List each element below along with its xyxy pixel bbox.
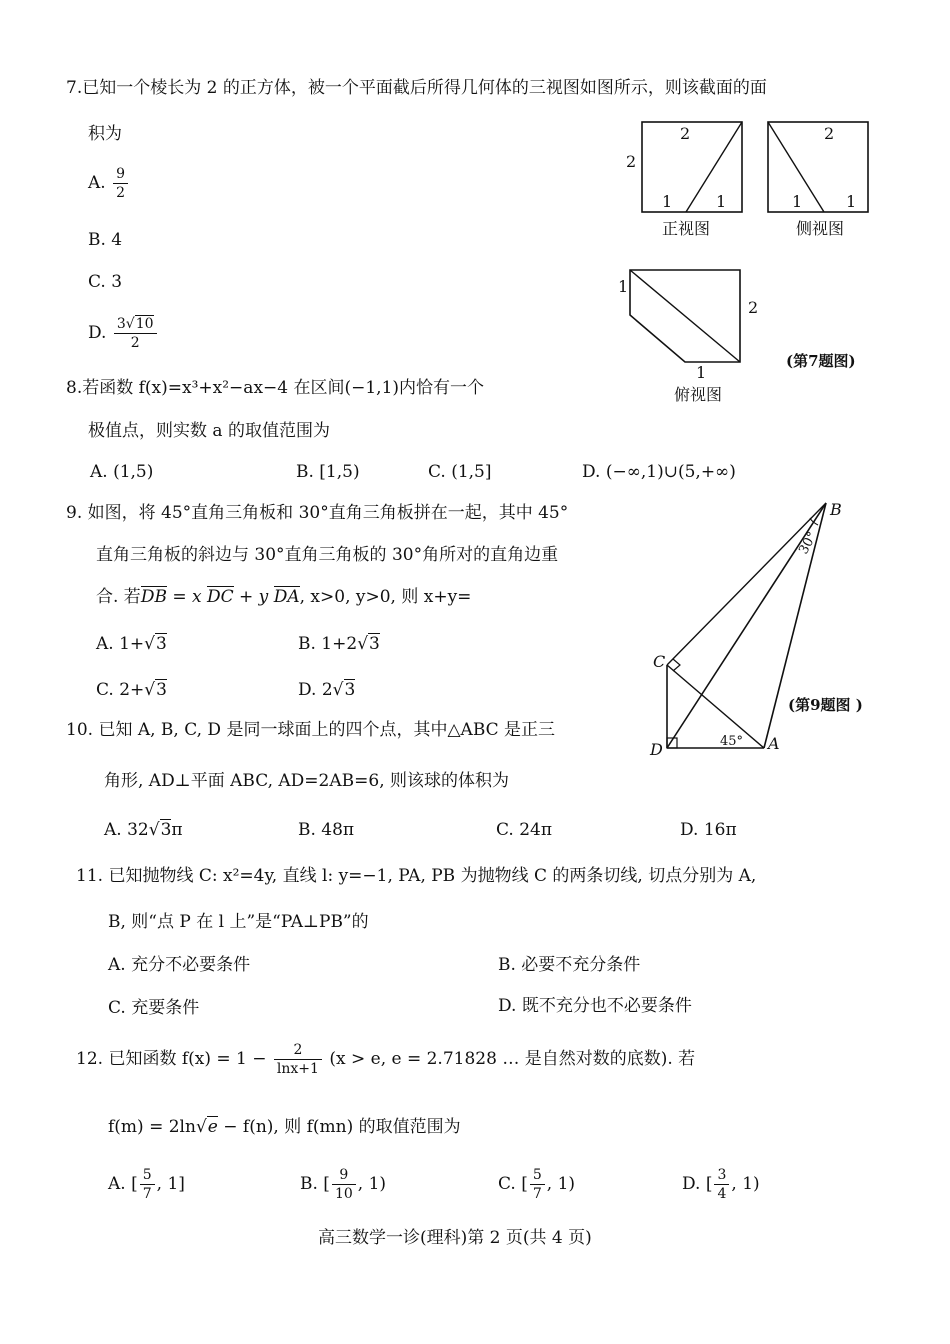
q7-figure-label: (第7题图)	[786, 352, 856, 370]
q11-option-d: D. 既不充分也不必要条件	[498, 996, 692, 1016]
q12-stem-cont: f(m) = 2ln√e − f(n), 则 f(mn) 的取值范围为	[108, 1117, 461, 1137]
edge-CA	[667, 665, 764, 748]
top-view-right-label: 2	[748, 298, 759, 317]
top-view-diagonal	[630, 270, 740, 362]
front-view-top-label: 2	[680, 124, 691, 143]
q10-stem-cont: 角形, AD⊥平面 ABC, AD=2AB=6, 则该球的体积为	[104, 771, 510, 791]
q8-option-b: B. [1,5)	[296, 462, 360, 482]
vertex-label-D: D	[650, 740, 663, 759]
q12-option-a: A. [ $\frac{5}{7}$ , 1]	[108, 1167, 185, 1202]
q11-option-a: A. 充分不必要条件	[108, 955, 251, 975]
q11-stem-cont: B, 则“点 P 在 l 上”是“PA⊥PB”的	[108, 912, 369, 932]
q7-option-b: B. 4	[88, 230, 123, 250]
q11-option-b: B. 必要不充分条件	[498, 955, 641, 975]
q10-stem: 10. 已知 A, B, C, D 是同一球面上的四个点，其中△ABC 是正三	[66, 720, 556, 740]
q8-option-a: A. (1,5)	[90, 462, 154, 482]
front-view-bl-label: 1	[662, 192, 673, 211]
q10-option-a: A. 32√3π	[104, 820, 183, 840]
q12-stem: 12. 已知函数 f(x) = 1 − $\frac{2}{\ln x+1}$ (x > e, e = 2.71828 … 是自然对数的底数). 若	[76, 1042, 696, 1077]
q9-stem-cont: 直角三角板的斜边与 30°直角三角板的 30°角所对的直角边重	[96, 545, 559, 565]
q11-stem: 11. 已知抛物线 C: x²=4y, 直线 l: y=−1, PA, PB 为抛物线 C 的两条切线, 切点分别为 A,	[76, 866, 757, 886]
q9-option-c: C. 2+√3	[96, 680, 167, 700]
q8-option-d: D. (−∞,1)∪(5,+∞)	[582, 462, 736, 482]
top-view-left-label: 1	[618, 277, 629, 296]
front-view-caption: 正视图	[662, 219, 711, 238]
top-view-caption: 俯视图	[674, 385, 723, 404]
front-view-square	[642, 122, 742, 212]
q7-stem: 7.已知一个棱长为 2 的正方体，被一个平面截后所得几何体的三视图如图所示，则该截面的面	[66, 78, 767, 98]
q11-option-c: C. 充要条件	[108, 998, 200, 1018]
q10-option-b: B. 48π	[298, 820, 355, 840]
q7-stem-cont: 积为	[88, 124, 122, 144]
q9-option-a: A. 1+√3	[96, 634, 167, 654]
side-view-caption: 侧视图	[796, 219, 845, 238]
front-view-left-label: 2	[626, 152, 637, 171]
q8-stem-cont: 极值点，则实数 a 的取值范围为	[88, 421, 330, 441]
vertex-label-C: C	[653, 652, 666, 671]
q8-option-c: C. (1,5]	[428, 462, 492, 482]
q9-stem: 9. 如图，将 45°直角三角板和 30°直角三角板拼在一起，其中 45°	[66, 503, 569, 523]
vertex-label-B: B	[830, 500, 842, 519]
q10-option-d: D. 16π	[680, 820, 737, 840]
q9-stem-vector-eq: 合. 若DB = x DC + y DA, x>0, y>0, 则 x+y=	[96, 587, 472, 607]
right-angle-mark-C	[673, 659, 680, 671]
q7-option-a: A. $\frac{9}{2}$	[88, 165, 130, 202]
q8-stem: 8.若函数 f(x)=x³+x²−ax−4 在区间(−1,1)内恰有一个	[66, 378, 485, 398]
angle-label-A: 45°	[720, 734, 744, 749]
q9-triangle-figure	[640, 495, 900, 765]
front-view-diagonal	[686, 122, 742, 212]
q12-option-d: D. [ $\frac{3}{4}$ , 1)	[682, 1167, 760, 1202]
q7-option-d: D. $\frac{3√10}{2}$	[88, 315, 159, 352]
q7-option-c: C. 3	[88, 272, 123, 292]
q9-figure-label: (第9题图 )	[788, 696, 863, 714]
front-view-br-label: 1	[716, 192, 727, 211]
q10-option-c: C. 24π	[496, 820, 553, 840]
q12-option-c: C. [ $\frac{5}{7}$ , 1)	[498, 1167, 576, 1202]
q7-three-view-figure	[610, 110, 880, 410]
side-view-br-label: 1	[846, 192, 857, 211]
top-view-bottom-label: 1	[696, 363, 707, 382]
q12-option-b: B. [ $\frac{9}{10}$ , 1)	[300, 1167, 387, 1202]
q9-option-d: D. 2√3	[298, 680, 356, 700]
page-footer: 高三数学一诊(理科)第 2 页(共 4 页)	[318, 1228, 592, 1248]
vertex-label-A: A	[768, 734, 780, 753]
side-view-bl-label: 1	[792, 192, 803, 211]
q9-option-b: B. 1+2√3	[298, 634, 380, 654]
edge-CB	[667, 503, 826, 665]
angle-label-B: 30°	[796, 529, 821, 557]
side-view-top-label: 2	[824, 124, 835, 143]
